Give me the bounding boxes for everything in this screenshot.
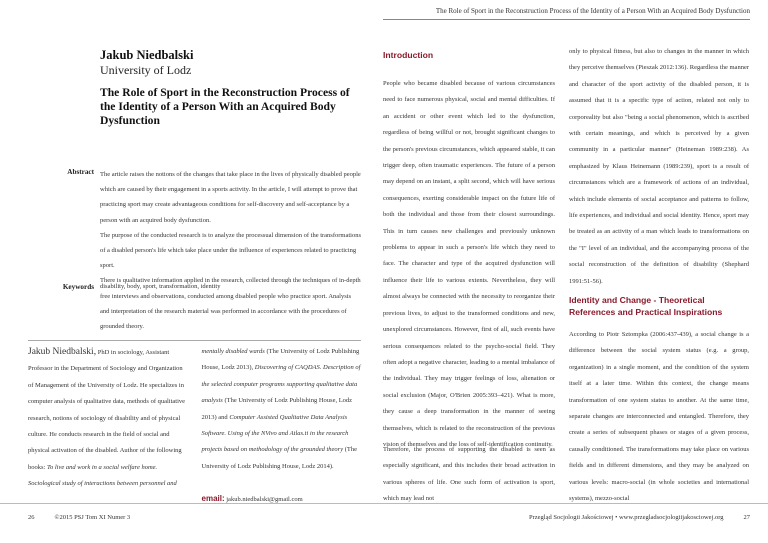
footer-journal: Przegląd Socjologii Jakościowej • www.przegladsocjologiijakosciowej.org bbox=[528, 514, 724, 521]
bio-text: (The University of Lodz Publishing House, Lodz 2013), bbox=[201, 348, 360, 372]
author-name: Jakub Niedbalski bbox=[100, 48, 194, 62]
bio-paragraph bbox=[28, 344, 361, 509]
author-bio bbox=[28, 344, 361, 509]
abstract-paragraph: The purpose of the conducted research is to analyze the processual dimension of the transformations of a disabled person's life which take place under the influence of experiences related to practicing sport. bbox=[100, 231, 361, 270]
bio-email-line bbox=[202, 491, 362, 508]
bio-text: (The University of Lodz Publishing House, Lodz 2014). bbox=[201, 446, 357, 470]
bio-book-title: To live and work in a social welfare home. Sociological study of interactions between personnel and mentally disabled wards bbox=[28, 348, 265, 488]
abstract-paragraph: The article raises the notions of the changes that take place in the lives of physically disabled people which are caused by their engagement in a sports activity. In the article, I will attempt to prove that practicing sport may create advantageous conditions for self-discovery and self-acceptance by a person with an acquired body dysfunction. bbox=[100, 171, 361, 224]
body-text: According to Piotr Sztompka (2006:437-439), a social change is a difference between the social system status (e.g. a group, organization) in a single moment, and the condition of the system itself at a later time. Within this context, the change means transformation of one system status to another. At the same time, separate changes are interconnected and entangled. Therefore, they create a series of subsequent phases or stages of a given process, causally conditioned. The transformations may take place on various fields and in different dimensions, and they may be analyzed on various levels: macro-social (in whole societies and international systems), mezzo-social bbox=[569, 331, 749, 503]
footer-right bbox=[529, 514, 750, 521]
running-head: The Role of Sport in the Reconstruction Process of the Identity of a Person With an Acquired Body Dysfunction bbox=[435, 7, 750, 15]
keywords-label: Keywords bbox=[62, 283, 94, 291]
bio-name: Jakub Niedbalski, bbox=[28, 347, 97, 357]
intro-paragraph bbox=[383, 442, 555, 508]
page-number: 26 bbox=[28, 514, 35, 521]
bio-text: PhD in sociology, Assistant Professor in the Department of Sociology and Organization of Management of the University of Lodz. He specializes in computer analysis of qualitative data, methods of qualitative research, notions of sociology of disability and of physical culture. He conducts research in the field of social and physical activation of the disabled. Author of the following books: bbox=[28, 349, 186, 471]
footer-rule bbox=[0, 503, 768, 504]
section-heading-identity: Identity and Change - Theoretical References and Practical Inspirations bbox=[569, 295, 723, 317]
keywords-text: disability, body, sport, transformation, identity bbox=[100, 283, 221, 290]
bio-text: (The University of Lodz Publishing House, Lodz 2013) and bbox=[201, 397, 353, 421]
bio-book-title: Discovering of CAQDAS. Description of the selected computer programs supporting qualitative data analysis bbox=[201, 364, 361, 405]
section2-paragraph bbox=[569, 327, 749, 507]
bio-divider bbox=[28, 340, 361, 341]
email-label: email: bbox=[201, 494, 225, 504]
body-text: only to physical fitness, but also to changes in the manner in which they perceive themselves (Pieszak 2012:136). Regardless the manner and character of the sport activity of the disabled person, it is assumed that it is a specific type of action, related not only to corporeality but also "being a social phenomenon, which is ascribed with certain meanings, and which is perceived by a given community in a particular manner" (Heineman 1989:238). As emphasized by Klaus Heinemann (1989:239), sport is a result of circumstances which are a framework of actions of an individual, which include elements of social acceptance and patterns to follow, life experiences, and individual and social identity. Hence, sport may be treated as an activity of a man which leads to transformations on the "I" level of an individual, and the accompanying process of the social reconstruction of the definition of disability (Shephard 1991:51-56). bbox=[569, 48, 749, 285]
abstract-paragraph: There is qualitative information applied in the research, collected through the techniques of in-depth free interviews and observations, conducted among disabled people who practice sport. Analysis and interpretation of the research material was performed in accordance with the procedures of grounded theory. bbox=[100, 277, 361, 331]
article-title: The Role of Sport in the Reconstruction Process of the Identity of a Person With an Acquired Body Dysfunction bbox=[100, 86, 350, 127]
author-affiliation: University of Lodz bbox=[100, 63, 192, 77]
body-text: People who became disabled because of various circumstances need to face numerous physical, social and mental difficulties. If an accident or other event which led to the dysfunction, regardless of being willful or not, brought significant changes to the person's previous circumstances, which appeared stable, it can trigger deep, often traumatic experiences. The future of a person may depend on an instant, a split second, which will have serious consequences, exerting considerable impact on the future life of both the individual and those from their closest surroundings. This in turn causes new challenges and previously unknown problems to appear in such a person's life which they need to face. The character and type of the acquired dysfunction will influence their life to various extents. Nevertheless, they will almost always be connected with the necessity to reorganize their previous lives, to adjust to the transformed conditions and new, unexplored circumstances. However, first of all, such events have serious consequences related to the psycho-social field. They often adopt a negative character, leading to a mental imbalance of the individual. They may trigger feelings of loss, alienation or social exclusion (Major, O'Brien 2005:393–421). What is more, they cause a deep transformation in the manner of seeing themselves, which is related to the reconstruction of the previous vision of themselves and the loss of self-identification continuity. bbox=[383, 80, 555, 448]
abstract-label: Abstract bbox=[67, 168, 94, 176]
email-address[interactable]: jakub.niedbalski@gmail.com bbox=[226, 496, 303, 504]
intro-continued bbox=[569, 44, 749, 290]
section-heading-introduction: Introduction bbox=[383, 50, 434, 60]
intro-paragraph bbox=[383, 76, 555, 453]
footer-copyright: ©2015 PSJ Tom XI Numer 3 bbox=[54, 514, 131, 521]
footer-left bbox=[28, 514, 130, 521]
header-rule bbox=[383, 19, 750, 20]
body-text: Therefore, the process of supporting the disabled is seen as especially significant, and this includes their broad activation in various spheres of life. One such form of activation is sport, which may lead not bbox=[383, 446, 555, 503]
bio-book-title: Computer Assisted Qualitative Data Analysis Software. Using of the NVivo and Atlas.ti in the research projects based on methodology of the grounded theory bbox=[201, 413, 349, 454]
page-number: 27 bbox=[743, 514, 750, 521]
abstract-body bbox=[100, 167, 361, 334]
